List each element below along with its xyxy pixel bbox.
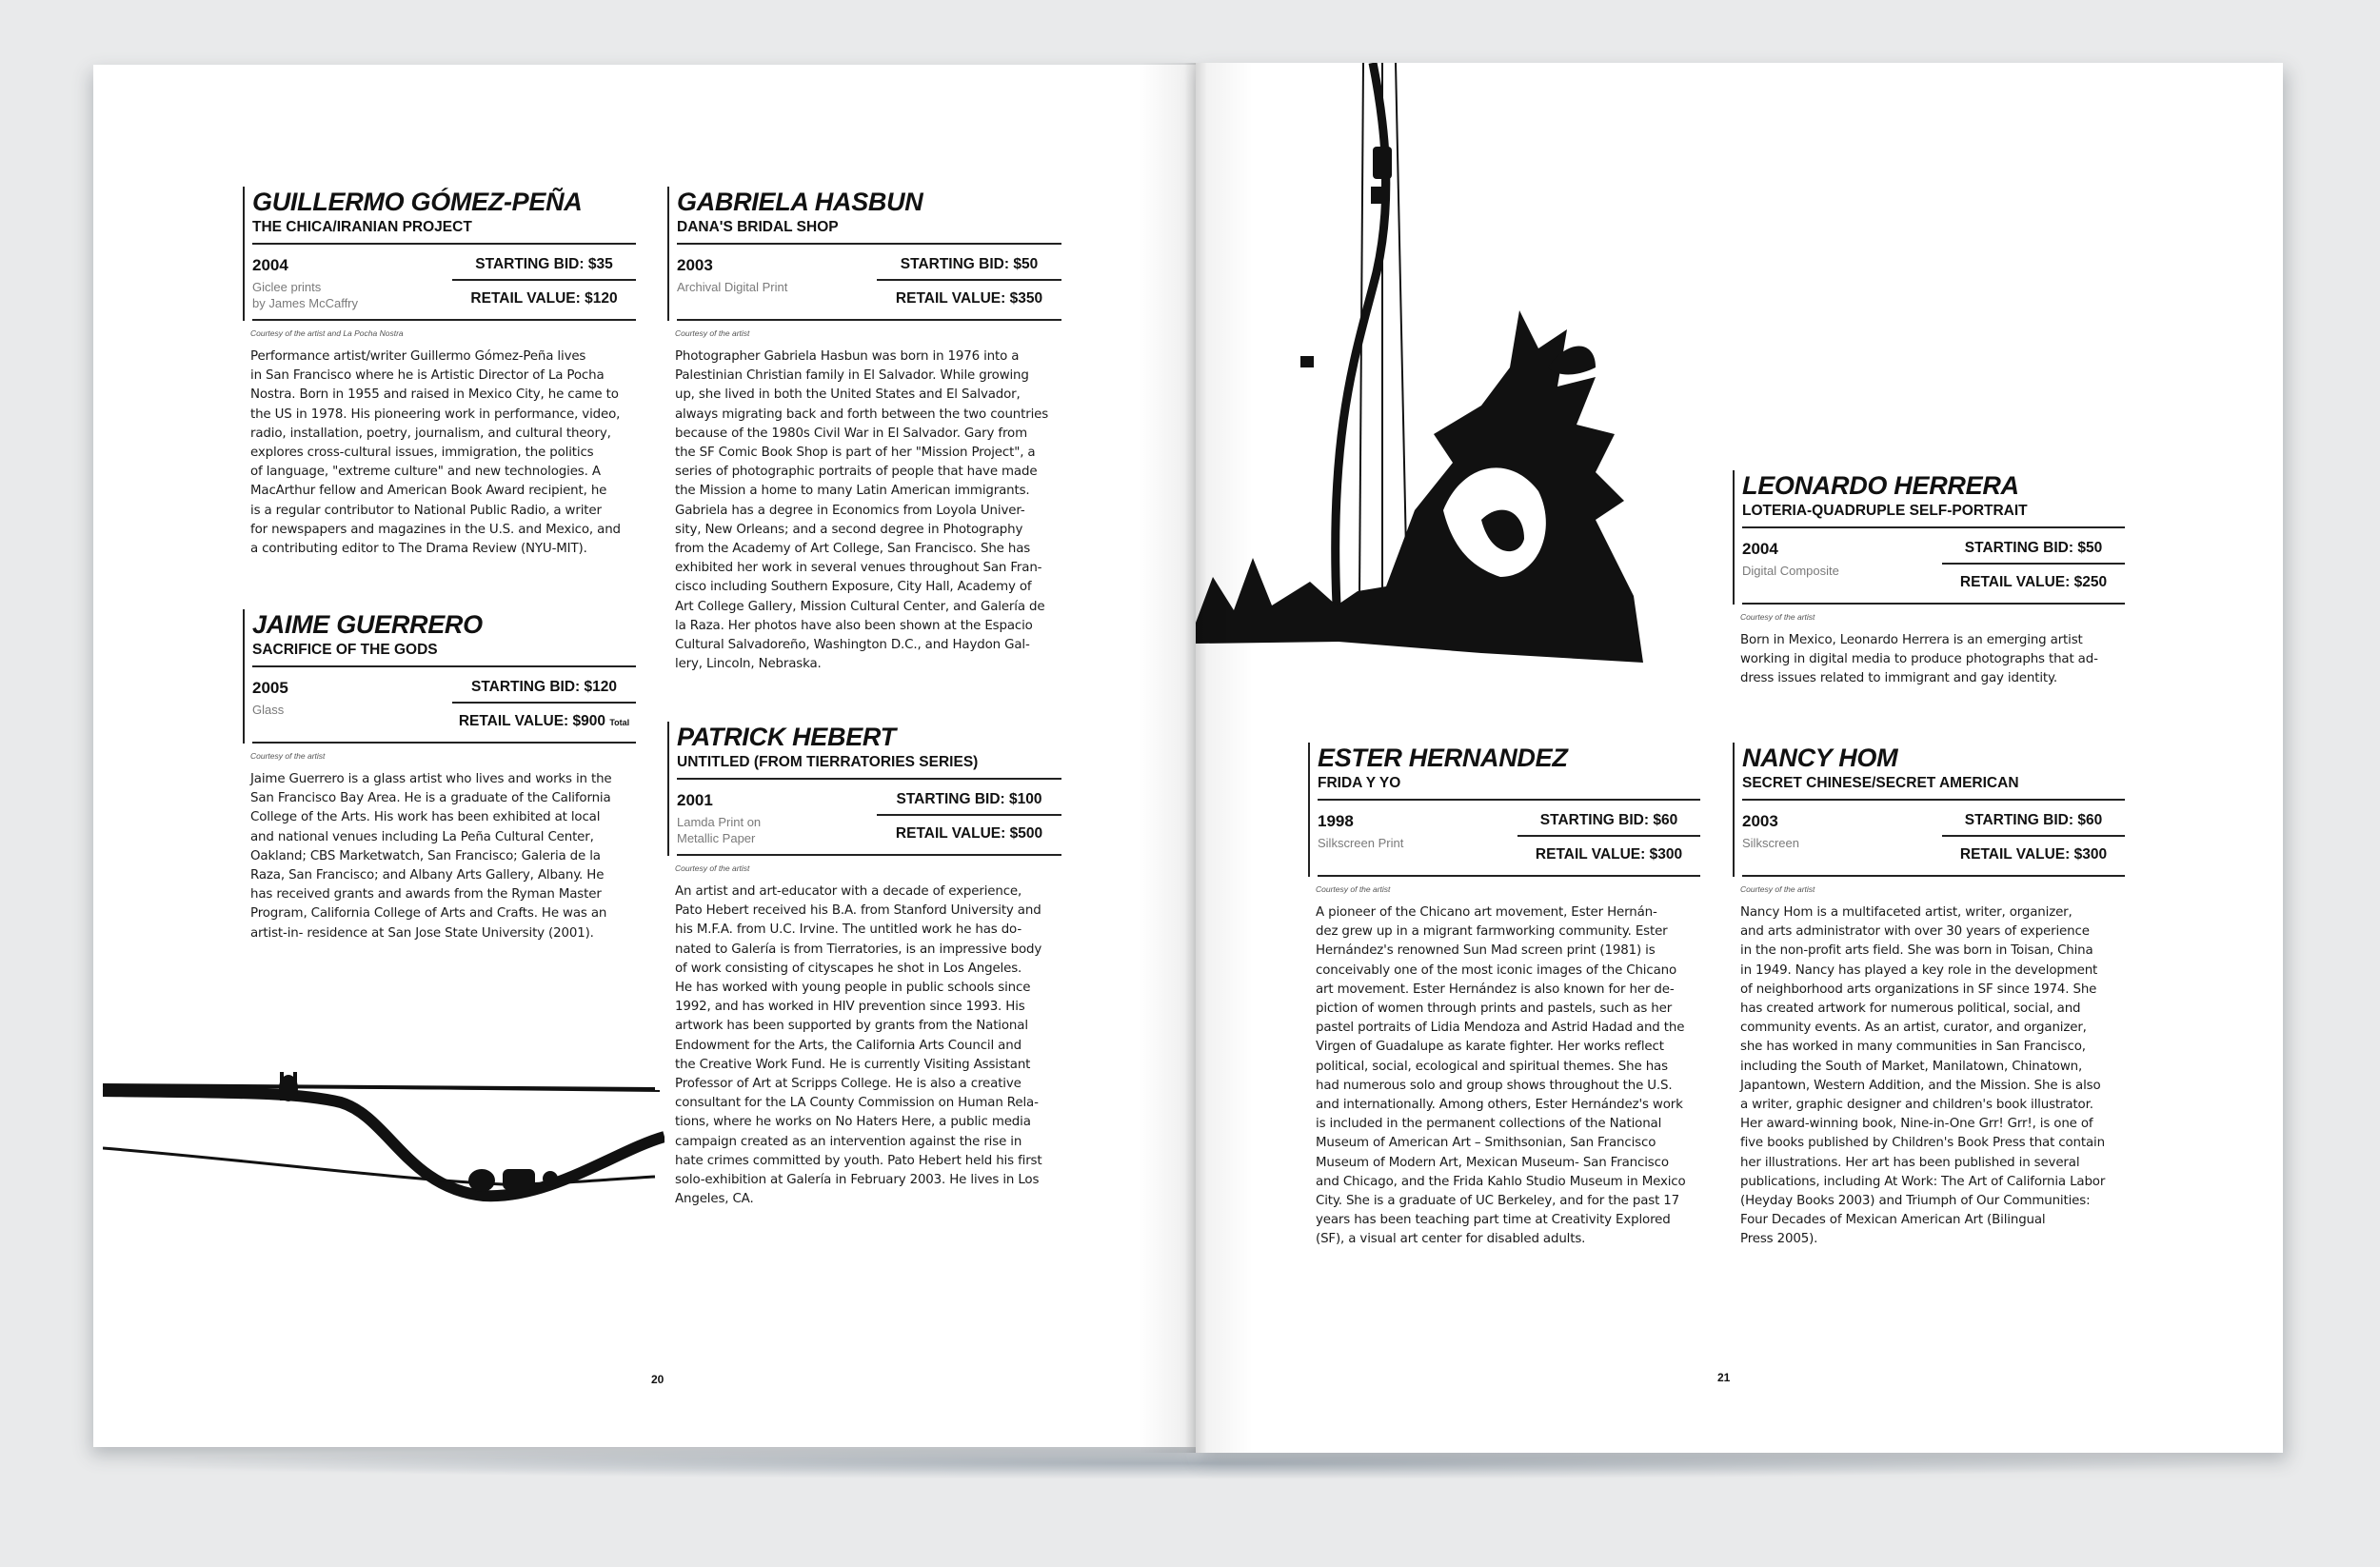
artwork-title: DANA'S BRIDAL SHOP bbox=[677, 217, 1061, 245]
image-credit: Courtesy of the artist and La Pocha Nostra bbox=[250, 328, 404, 338]
retail-suffix: Total bbox=[609, 718, 630, 727]
artwork-info bbox=[677, 245, 1061, 321]
retail-value: RETAIL VALUE: $300 bbox=[1959, 846, 2108, 863]
artwork-year: 2001 bbox=[677, 791, 713, 809]
artwork-info bbox=[1318, 801, 1700, 877]
artwork-title: THE CHICA/IRANIAN PROJECT bbox=[252, 217, 636, 245]
artwork-medium: Glass bbox=[252, 703, 285, 717]
starting-bid: STARTING BID: $50 bbox=[877, 256, 1061, 281]
retail-value: RETAIL VALUE: $120 bbox=[470, 290, 618, 307]
right-page bbox=[1196, 63, 2283, 1453]
starting-bid: STARTING BID: $35 bbox=[452, 256, 636, 281]
artist-name: NANCY HOM bbox=[1742, 744, 1898, 772]
retail-value: RETAIL VALUE: $250 bbox=[1959, 574, 2108, 590]
image-credit: Courtesy of the artist bbox=[250, 751, 326, 761]
artist-bio: Performance artist/writer Guillermo Gómez-Peña lives in San Francisco where he is Artistic Director of La Pocha Nostra. Born in 1955 and raised in Mexico City, he came to the US in 1978. His pioneering work in performance, video, radio, installation, poetry, journalism, and cultural theory, explores cross-cultural issues, immigration, the politics of language, "extreme culture" and new technologies. A MacArthur fellow and American Book Award recipient, he is a regular contributor to National Public Radio, a writer for newspapers and magazines in the U.S. and Mexico, and a contributing editor to The Drama Review (NYU-MIT). bbox=[250, 349, 621, 557]
retail-value: RETAIL VALUE: $300 bbox=[1535, 846, 1683, 863]
image-credit: Courtesy of the artist bbox=[1740, 612, 1815, 622]
entry-header-box bbox=[1733, 743, 2125, 877]
entry-header-box bbox=[667, 722, 1061, 856]
artist-bio: Photographer Gabriela Hasbun was born in 1976 into a Palestinian Christian family in El Salvador. While growing up, she lived in both the United States and El Salvador, always migrating back and forth between the two countries because of the 1980s Civil War in El Salvador. Gary from the SF Comic Book Shop is part of her "Mission Project", a series of photographic portraits of people that have made the Mission a home to many Latin American immigrants. Gabriela has a degree in Economics from Loyola Univer- sity, New Orleans; and a second degree in Photography from the Academy of Art College, San Francisco. She has exhibited her work in several venues throughout San Fran- cisco including Southern Exposure, City Hall, Academy of Art College Gallery, Mission Cultural Center, and Galería de la Raza. Her photos have also been shown at the Espacio Cultural Salvadoreño, Washington D.C., and Haydon Gal- lery, Lincoln, Nebraska. bbox=[675, 349, 1049, 672]
image-credit: Courtesy of the artist bbox=[1316, 884, 1391, 894]
entry-gomez-pena bbox=[243, 187, 636, 559]
entry-hernandez bbox=[1308, 743, 1700, 1250]
artwork-title: SACRIFICE OF THE GODS bbox=[252, 640, 636, 667]
page-number-left: 20 bbox=[651, 1373, 664, 1386]
entry-guerrero bbox=[243, 609, 636, 943]
entry-header-box bbox=[1733, 470, 2125, 605]
retail-value: RETAIL VALUE: $350 bbox=[895, 290, 1043, 307]
artist-bio: A pioneer of the Chicano art movement, Ester Hernán- dez grew up in a migrant farmworking community. Ester Hernández's renowned Sun Mad screen print (1981) is conceivably one of the most iconic images of the Chicano art movement. Ester Hernández is also known for her de- piction of women through prints and pastels, such as her pastel portraits of Lidia Mendoza and Astrid Hadad and the Virgen of Guadalupe as karate fighter. Her works reflect political, social, ecological and spiritual themes. She has had numerous solo and group shows throughout the U.S. and internationally. Among others, Ester Hernández's work is included in the permanent collections of the National Museum of American Art – Smithsonian, San Francisco Museum of Modern Art, Mexican Museum- San Francisco and Chicago, and the Frida Kahlo Studio Museum in Mexico City. She is a graduate of UC Berkeley, and for the past 17 years has been teaching part time at Creativity Explored (SF), a visual art center for disabled adults. bbox=[1316, 905, 1686, 1247]
artwork-medium: Archival Digital Print bbox=[677, 280, 788, 294]
image-credit: Courtesy of the artist bbox=[1740, 884, 1815, 894]
artist-name: GUILLERMO GÓMEZ-PEÑA bbox=[252, 188, 583, 216]
retail-value bbox=[452, 713, 636, 730]
artist-bio: An artist and art-educator with a decade of experience, Pato Hebert received his B.A. from Stanford University and his M.F.A. from U.C. Irvine. The untitled work he has do- nated to Galería is from Tierratories, is an impressive body of work consisting of cityscapes he shot in Los Angeles. He has worked with young people in public schools since 1992, and has worked in HIV prevention since 1993. His artwork has been supported by grants from the National Endowment for the Arts, the California Arts Council and the Creative Work Fund. He is currently Visiting Assistant Professor of Art at Scripps College. He is also a creative consultant for the LA County Commission on Human Rela- tions, where he works on No Haters Here, a public media campaign created as an intervention against the rise in hate crimes committed by youth. Pato Hebert held his first solo-exhibition at Galería in February 2003. He lives in Los Angeles, CA. bbox=[675, 884, 1042, 1207]
artwork-year: 2005 bbox=[252, 679, 288, 697]
artist-name: ESTER HERNANDEZ bbox=[1318, 744, 1568, 772]
starting-bid: STARTING BID: $60 bbox=[1942, 812, 2125, 837]
artwork-year: 2003 bbox=[1742, 812, 1778, 830]
entry-hebert bbox=[667, 722, 1061, 1209]
page-number-right: 21 bbox=[1717, 1371, 1731, 1384]
artist-bio: Born in Mexico, Leonardo Herrera is an emerging artist working in digital media to produce photographs that ad- dress issues related to immigrant and gay identity. bbox=[1740, 633, 2098, 686]
artwork-title: SECRET CHINESE/SECRET AMERICAN bbox=[1742, 773, 2125, 801]
entry-hasbun bbox=[667, 187, 1061, 674]
artwork-info bbox=[1742, 528, 2125, 605]
entry-hom bbox=[1733, 743, 2125, 1250]
artist-name: LEONARDO HERRERA bbox=[1742, 471, 2019, 500]
starting-bid: STARTING BID: $60 bbox=[1517, 812, 1700, 837]
entry-header-box bbox=[1308, 743, 1700, 877]
artwork-info bbox=[252, 667, 636, 744]
artwork-title: UNTITLED (FROM TIERRATORIES SERIES) bbox=[677, 752, 1061, 780]
entry-herrera bbox=[1733, 470, 2125, 689]
artwork-year: 2004 bbox=[252, 256, 288, 274]
entry-header-box bbox=[243, 187, 636, 321]
artwork-year: 2003 bbox=[677, 256, 713, 274]
entry-header-box bbox=[243, 609, 636, 744]
retail-value: RETAIL VALUE: $500 bbox=[895, 825, 1043, 842]
plant-silhouette bbox=[1196, 63, 1653, 672]
artist-name: PATRICK HEBERT bbox=[677, 723, 896, 751]
artwork-medium: Giclee prints by James McCaffry bbox=[252, 280, 359, 310]
artwork-medium: Silkscreen bbox=[1742, 836, 1799, 850]
artwork-info bbox=[1742, 801, 2125, 877]
artwork-info bbox=[252, 245, 636, 321]
artist-name: GABRIELA HASBUN bbox=[677, 188, 923, 216]
left-page bbox=[93, 65, 1196, 1447]
entry-header-box bbox=[667, 187, 1061, 321]
artist-bio: Jaime Guerrero is a glass artist who lives and works in the San Francisco Bay Area. He is a graduate of the California College of the Arts. His work has been exhibited at local and national venues including La Peña Cultural Center, Oakland; CBS Marketwatch, San Francisco; Galeria de la Raza, San Francisco; and Albany Arts Gallery, Albany. He has received grants and awards from the Ryman Master Program, California College of Arts and Crafts. He was an artist-in- residence at San Jose State University (2001). bbox=[250, 772, 612, 941]
starting-bid: STARTING BID: $100 bbox=[877, 791, 1061, 816]
retail-value-text: RETAIL VALUE: $900 bbox=[458, 713, 606, 729]
artwork-medium: Silkscreen Print bbox=[1318, 836, 1404, 850]
artwork-year: 1998 bbox=[1318, 812, 1354, 830]
artwork-title: FRIDA Y YO bbox=[1318, 773, 1700, 801]
starting-bid: STARTING BID: $50 bbox=[1942, 540, 2125, 565]
powerline-silhouette bbox=[103, 1036, 664, 1207]
artist-name: JAIME GUERRERO bbox=[252, 610, 483, 639]
artwork-medium: Digital Composite bbox=[1742, 564, 1839, 578]
artist-bio: Nancy Hom is a multifaceted artist, writer, organizer, and arts administrator with over 30 years of experience in the non-profit arts field. She was born in Toisan, China in 1949. Nancy has played a key role in the development of neighborhood arts organizations in SF since 1974. She has created artwork for numerous political, social, and community events. As an artist, curator, and organizer, she has worked in many communities in San Francisco, including the South of Market, Manilatown, Chinatown, Japantown, Western Addition, and the Mission. She is also a writer, graphic designer and children's book illustrator. Her award-winning book, Nine-in-One Grr! Grr!, is one of five books published by Children's Book Press that contain her illustrations. Her art has been published in several publications, including At Work: The Art of California Labor (Heyday Books 2003) and Triumph of Our Communities: Four Decades of Mexican American Art (Bilingual Press 2005). bbox=[1740, 905, 2106, 1247]
artwork-year: 2004 bbox=[1742, 540, 1778, 558]
artwork-medium: Lamda Print on Metallic Paper bbox=[677, 815, 762, 845]
starting-bid: STARTING BID: $120 bbox=[452, 679, 636, 704]
artwork-info bbox=[677, 780, 1061, 856]
image-credit: Courtesy of the artist bbox=[675, 863, 750, 873]
artwork-title: LOTERIA-QUADRUPLE SELF-PORTRAIT bbox=[1742, 501, 2125, 528]
image-credit: Courtesy of the artist bbox=[675, 328, 750, 338]
